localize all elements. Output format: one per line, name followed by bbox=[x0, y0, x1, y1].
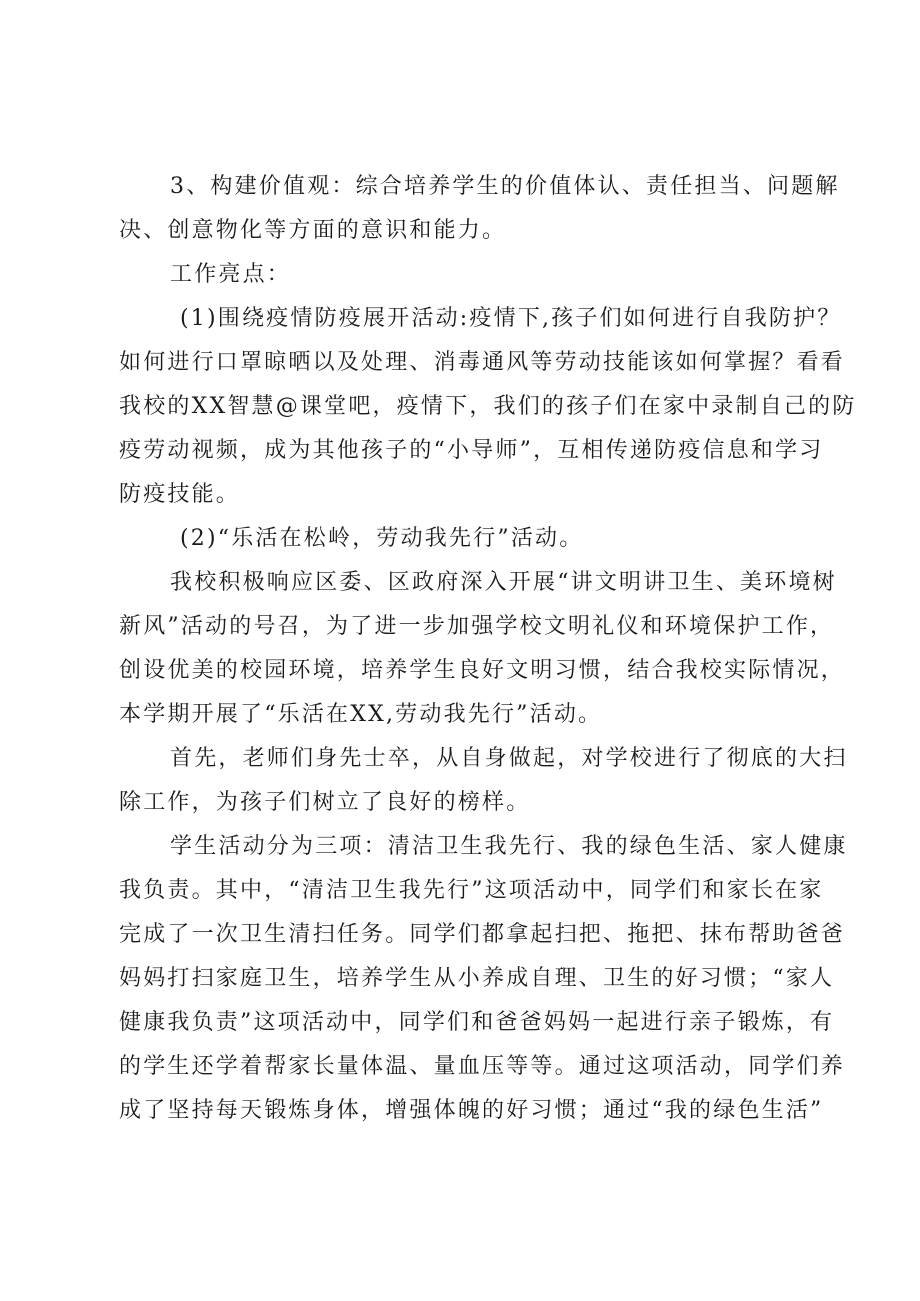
paragraph-line: 疫劳动视频，成为其他孩子的“小导师”，互相传递防疫信息和学习 bbox=[119, 438, 824, 463]
paragraph-line: 除工作，为孩子们树立了良好的榜样。 bbox=[119, 790, 531, 815]
paragraph-line: (2)“乐活在松岭，劳动我先行”活动。 bbox=[180, 526, 584, 551]
paragraph-line: 创设优美的校园环境，培养学生良好文明习惯，结合我校实际情况， bbox=[119, 658, 846, 683]
paragraph-line: 健康我负责”这项活动中，同学们和爸爸妈妈一起进行亲子锻炼，有 bbox=[119, 1010, 835, 1035]
paragraph-line: 的学生还学着帮家长量体温、量血压等等。通过这项活动，同学们养 bbox=[119, 1054, 846, 1079]
paragraph-line: 新风”活动的号召，为了进一步加强学校文明礼仪和环境保护工作， bbox=[119, 614, 835, 639]
section-heading: 工作亮点： bbox=[170, 262, 292, 287]
paragraph-line: 成了坚持每天锻炼身体，增强体魄的好习惯；通过“我的绿色生活” bbox=[119, 1098, 824, 1123]
paragraph-line: 决、创意物化等方面的意识和能力。 bbox=[119, 218, 507, 243]
paragraph-line: 如何进行口罩晾晒以及处理、消毒通风等劳动技能该如何掌握？看看 bbox=[119, 350, 846, 375]
paragraph-line: 学生活动分为三项：清洁卫生我先行、我的绿色生活、家人健康 bbox=[170, 834, 848, 859]
paragraph-line: 我校的XX智慧@课堂吧，疫情下，我们的孩子们在家中录制自己的防 bbox=[119, 394, 857, 419]
paragraph-line: (1)围绕疫情防疫展开活动:疫情下,孩子们如何进行自我防护？ bbox=[180, 306, 842, 331]
paragraph-line: 完成了一次卫生清扫任务。同学们都拿起扫把、拖把、抹布帮助爸爸 bbox=[119, 922, 846, 947]
paragraph-line: 我校积极响应区委、区政府深入开展“讲文明讲卫生、美环境树 bbox=[170, 570, 837, 595]
paragraph-line: 防疫技能。 bbox=[119, 482, 241, 507]
paragraph-line: 首先，老师们身先士卒，从自身做起，对学校进行了彻底的大扫 bbox=[170, 746, 848, 771]
paragraph-line: 我负责。其中，“清洁卫生我先行”这项活动中，同学们和家长在家 bbox=[119, 878, 824, 903]
paragraph-line: 妈妈打扫家庭卫生，培养学生从小养成自理、卫生的好习惯；“家人 bbox=[119, 966, 835, 991]
paragraph-line: 3、构建价值观：综合培养学生的价值体认、责任担当、问题解 bbox=[170, 174, 840, 199]
paragraph-line: 本学期开展了“乐活在XX,劳动我先行”活动。 bbox=[119, 702, 603, 727]
